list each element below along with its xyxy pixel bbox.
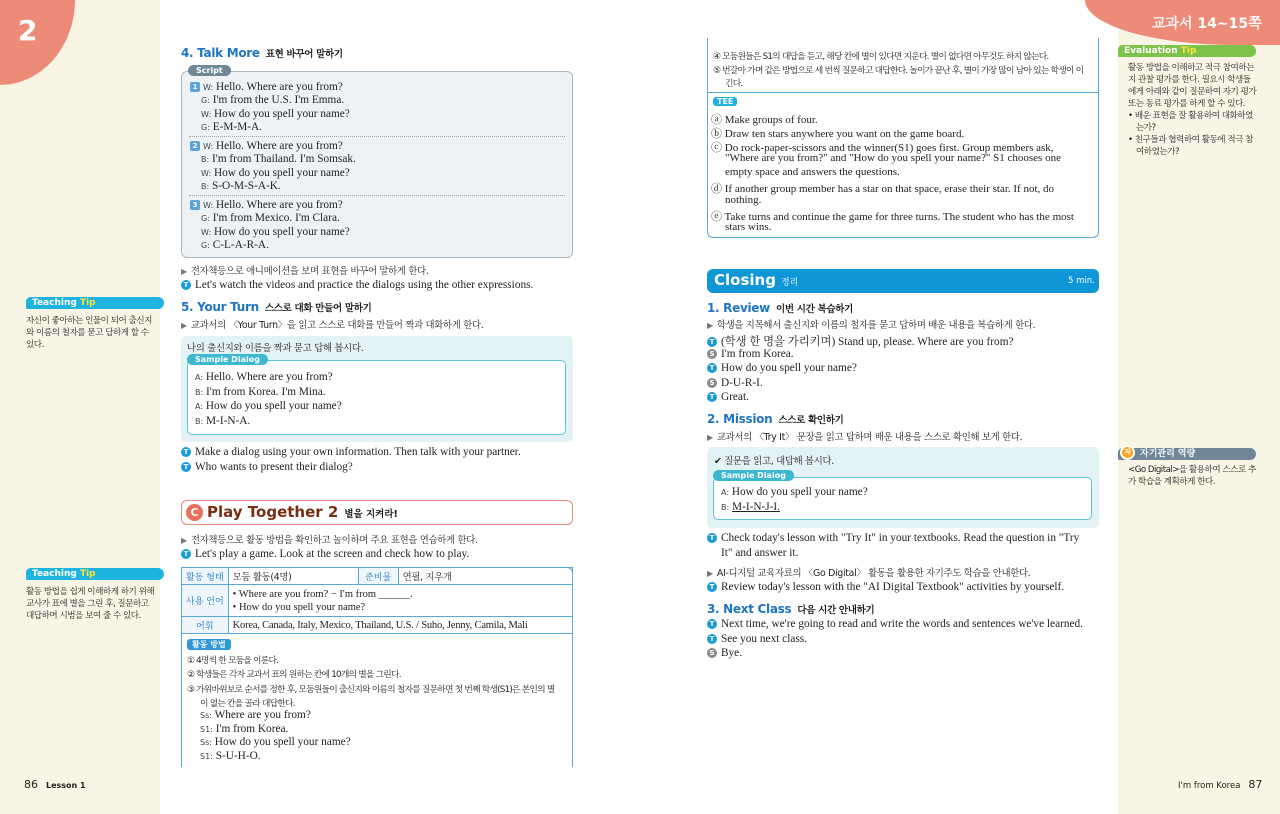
dialog-line: G: C-L-A-R-A.	[201, 238, 269, 251]
next-class-heading: 3. Next Class 다음 시간 안내하기	[707, 602, 875, 616]
method-step: ② 학생들은 각자 교과서 표의 원하는 칸에 10개의 별을 그린다.	[187, 670, 401, 681]
instruction: ▶ 전자책등으로 활동 방법을 확인하고 놀이하며 주요 표현을 연습하게 한다.	[181, 535, 478, 546]
talk-more-heading: 4. Talk More 표현 바꾸어 말하기	[181, 46, 343, 60]
dialog-line: W: How do you spell your name?	[201, 225, 350, 238]
dialog-line: 1 W: Hello. Where are you from?	[190, 81, 343, 93]
dialog-number: 3	[190, 200, 200, 210]
dialog-line: 2 W: Hello. Where are you from?	[190, 140, 343, 152]
textbook-pages: 교과서 14~15쪽	[1152, 16, 1262, 32]
teacher-icon: T	[181, 549, 191, 559]
check-icon: ✔	[714, 456, 722, 467]
instruction: ▶ 학생을 지목해서 출신지와 이름의 철자를 묻고 답하며 배운 내용을 복습하게 한다.	[707, 320, 1036, 331]
example-line: Ss: How do you spell your name?	[200, 736, 351, 748]
teaching-tip-title: Teaching Tip	[26, 297, 164, 309]
dialog-line: T (학생 한 명을 가리키며) Stand up, please. Where are you from?	[707, 333, 1014, 349]
method-step: ③ 가위바위보로 순서를 정한 후, 모둠원들이 출신지와 이름의 철자를 질문하면 첫 번째 학생(S1)은 본인의 별	[187, 684, 555, 695]
teacher-line: T Let's play a game. Look at the screen and check how to play.	[181, 548, 469, 560]
dialog-line: 3 W: Hello. Where are you from?	[190, 199, 343, 211]
divider	[189, 136, 565, 137]
dialog-line: W: How do you spell your name?	[201, 166, 350, 179]
dialog-number: 1	[190, 82, 200, 92]
dialog-line: B: S-O-M-S-A-K.	[201, 179, 281, 192]
box-prompt: 나의 출신지와 이름을 짝과 묻고 답해 봅시다.	[187, 343, 364, 354]
teacher-icon: T	[707, 619, 717, 629]
dialog-line: S Bye.	[707, 647, 742, 659]
method-step: ① 4명씩 한 모둠을 이룬다.	[187, 656, 279, 666]
instruction: ▶ AI-디지털 교육자료의 〈Go Digital〉 활동을 활용한 자기주도 학습을 안내한다.	[707, 568, 1031, 579]
dialog-line: A: How do you spell your name?	[195, 400, 342, 413]
method-step: 이 없는 칸을 골라 대답한다.	[200, 698, 295, 709]
chapter-number: 2	[18, 14, 38, 47]
play-together-heading: Play Together 2 별을 지켜라!	[207, 503, 398, 521]
teacher-icon: T	[181, 447, 191, 457]
evaluation-tip-title: Evaluation Tip	[1118, 45, 1256, 57]
method-step: ④ 모둠원들은 S1의 대답을 듣고, 해당 칸에 별이 있다면 지운다. 별이 없다면 아무것도 하지 않는다.	[713, 52, 1049, 62]
teacher-line: T Check today's lesson with "Try It" in your textbooks. Read the question in "Try	[707, 532, 1079, 544]
teacher-line: T Let's watch the videos and practice the dialogs using the other expressions.	[181, 279, 533, 291]
instruction: ▶ 교과서의 〈Your Turn〉을 읽고 스스로 대화를 만들어 짝과 대화하게 한다.	[181, 320, 484, 331]
teacher-icon: T	[181, 462, 191, 472]
tee-step: nothing.	[725, 193, 762, 206]
teacher-line-cont: It" and answer it.	[721, 547, 799, 559]
sample-dialog-tag: Sample Dialog	[713, 470, 794, 481]
teacher-line: T Review today's lesson with the "AI Digital Textbook" activities by yourself.	[707, 581, 1064, 593]
teaching-tip-title: Teaching Tip	[26, 568, 164, 580]
dialog-line: A: Hello. Where are you from?	[195, 371, 333, 383]
competency-text: <Go Digital>을 활용하여 스스로 추 가 학습을 계획하게 한다.	[1128, 465, 1256, 487]
dialog-line: S I'm from Korea.	[707, 348, 794, 360]
dialog-line: A: How do you spell your name?	[721, 486, 868, 498]
example-line: Ss: Where are you from?	[200, 709, 311, 721]
competency-title: 자기관리 역량	[1118, 448, 1256, 460]
mission-heading: 2. Mission 스스로 확인하기	[707, 412, 844, 426]
divider	[189, 195, 565, 196]
dialog-line: S D-U-R-I.	[707, 377, 763, 389]
dialog-line: T How do you spell your name?	[707, 362, 857, 374]
closing-time: 5 min.	[1068, 276, 1095, 286]
tee-step: stars wins.	[725, 221, 772, 234]
teaching-tip-text: 자신이 좋아하는 인물이 되어 출신지 와 이름의 철자를 묻고 답하게 할 수 있다.	[26, 316, 152, 350]
instruction: ▶ 교과서의 〈Try It〉 문장을 읽고 답하며 배운 내용을 스스로 확인해 보게 한다.	[707, 432, 1023, 443]
instruction: ▶ 전자책등으로 애니메이션을 보며 표현을 바꾸어 말하게 한다.	[181, 266, 429, 277]
teacher-line: T Make a dialog using your own information. Then talk with your partner.	[181, 446, 521, 458]
teacher-icon: T	[707, 533, 717, 543]
activity-table: 활동 형태 모둠 활동(4명) 준비물 연필, 지우개 사용 언어 • Where are you from? − I'm from ______. • How do you spell your name? 어휘 Korea, Canada, Italy, Mexico, Thailand, U.S. / Suho, Jenny, Camila, Mali	[181, 567, 573, 634]
footer-left: 86 Lesson 1	[24, 778, 86, 791]
competency-icon: 자	[1120, 445, 1135, 460]
dialog-line: T Great.	[707, 391, 749, 403]
play-together-letter-icon: C	[186, 504, 203, 521]
dialog-line: G: I'm from the U.S. I'm Emma.	[201, 94, 345, 107]
dialog-number: 2	[190, 141, 200, 151]
tee-step: ⓐ Make groups of four.	[711, 114, 818, 126]
dialog-line: T Next time, we're going to read and write the words and sentences we've learned.	[707, 618, 1083, 630]
review-heading: 1. Review 이번 시간 복습하기	[707, 301, 853, 315]
student-icon: S	[707, 378, 717, 388]
left-margin	[0, 0, 160, 814]
example-line: S1: I'm from Korea.	[200, 722, 289, 735]
teacher-icon: T	[707, 634, 717, 644]
sample-dialog-box	[713, 477, 1092, 520]
tee-step: ⓒ Do rock-paper-scissors and the winner(S1) goes first. Group members ask,	[711, 141, 1054, 154]
teacher-line: T Who wants to present their dialog?	[181, 461, 353, 473]
dialog-line: W: How do you spell your name?	[201, 107, 350, 120]
sample-dialog-tag: Sample Dialog	[187, 354, 268, 365]
teacher-icon: T	[181, 280, 191, 290]
dialog-line: G: I'm from Mexico. I'm Clara.	[201, 212, 340, 225]
teacher-icon: T	[707, 337, 717, 347]
tee-step: ⓑ Draw ten stars anywhere you want on the game board.	[711, 127, 965, 140]
dialog-line: B: M-I-N-J-I.	[721, 501, 781, 513]
teacher-icon: T	[707, 363, 717, 373]
teacher-icon: T	[707, 582, 717, 592]
box-prompt: ✔ 질문을 읽고, 대답해 봅시다.	[714, 456, 834, 467]
dialog-line: G: E-M-M-A.	[201, 120, 262, 133]
dialog-line: T See you next class.	[707, 633, 807, 645]
your-turn-heading: 5. Your Turn 스스로 대화 만들어 말하기	[181, 300, 372, 314]
tee-step: ⓓ If another group member has a star on that space, erase their star. If not, do	[711, 183, 1055, 195]
evaluation-tip-text: 활동 방법을 이해하고 적극 참여하는 지 관찰 평가를 한다. 필요시 학생들 에게 아래와 같이 질문하여 자기 평가 또는 동료 평가를 하게 할 수 있다. • 배운 표현을 잘 활용하여 대화하였 는가? • 친구들과 협력하여 활동에 적극 참 여하였는가?	[1128, 63, 1257, 157]
method-tag: 활동 방법	[187, 639, 231, 650]
student-icon: S	[707, 349, 717, 359]
method-step: 긴다.	[725, 79, 743, 89]
teacher-icon: T	[707, 392, 717, 402]
divider	[707, 92, 1099, 93]
method-step: ⑤ 번갈아 가며 같은 방법으로 세 번씩 질문하고 대답한다. 놀이가 끝난 후, 별이 가장 많이 남아 있는 학생이 이	[713, 65, 1084, 76]
closing-title: Closing 정리	[714, 271, 799, 289]
tee-step: ⓔ Take turns and continue the game for three turns. The student who has the most	[711, 210, 1074, 223]
student-icon: S	[707, 648, 717, 658]
script-tag: Script	[188, 65, 231, 76]
tee-tag: TEE	[713, 97, 737, 106]
dialog-line: B: I'm from Thailand. I'm Somsak.	[201, 153, 356, 166]
tee-step: "Where are you from?" and "How do you spell your name?" S1 chooses one	[725, 152, 1061, 165]
example-line: S1: S-U-H-O.	[200, 749, 261, 762]
tee-step: empty space and answers the questions.	[725, 166, 900, 179]
footer-right: I'm from Korea 87	[1178, 778, 1263, 791]
teaching-tip-text: 활동 방법을 쉽게 이해하게 하기 위해 교사가 표에 별을 그린 후, 질문하고 대답하며 시범을 보여 줄 수 있다.	[26, 587, 155, 621]
dialog-line: B: I'm from Korea. I'm Mina.	[195, 385, 326, 398]
dialog-line: B: M-I-N-A.	[195, 415, 251, 428]
